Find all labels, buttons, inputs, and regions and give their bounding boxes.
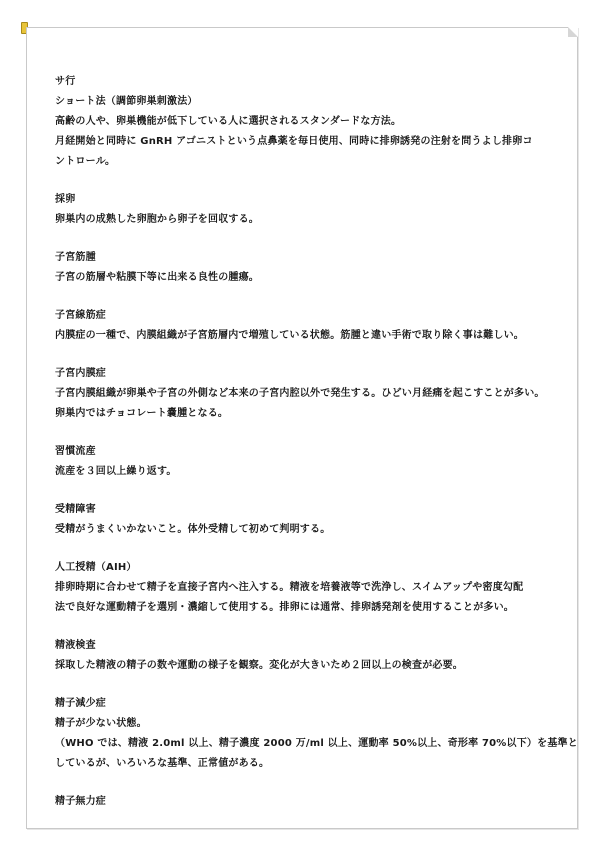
glossary-term: 子宮線筋症 — [55, 310, 106, 321]
glossary-definition-line: 内膜症の一種で、内膜組織が子宮筋層内で増殖している状態。筋腫と違い手術で取り除く事は難しい。 — [55, 330, 524, 341]
section-header-block — [55, 72, 555, 92]
glossary-term: 人工授精（AIH） — [55, 562, 137, 573]
glossary-entry — [55, 190, 555, 230]
glossary-entry — [55, 792, 555, 812]
glossary-term: 習慣流産 — [55, 446, 96, 457]
glossary-term: 子宮筋腫 — [55, 252, 96, 263]
glossary-entry — [55, 248, 555, 288]
glossary-definition-line: （WHO では、精液 2.0ml 以上、精子濃度 2000 万/ml 以上、運動率 50%以上、奇形率 70%以下）を基準と — [55, 738, 578, 749]
glossary-definition-line: 卵巣内ではチョコレート嚢腫となる。 — [55, 408, 229, 419]
glossary-entries — [55, 92, 578, 812]
glossary-definition-line: 受精がうまくいかないこと。体外受精して初めて判明する。 — [55, 524, 331, 535]
glossary-definition-line: 子宮の筋層や粘膜下等に出来る良性の腫瘍。 — [55, 272, 259, 283]
glossary-term: 子宮内膜症 — [55, 368, 106, 379]
glossary-entry — [55, 558, 555, 618]
document-page — [26, 27, 578, 829]
page-corner-fold — [568, 27, 578, 37]
glossary-definition-line: 高齢の人や、卵巣機能が低下している人に選択されるスタンダードな方法。 — [55, 116, 402, 127]
glossary-definition-line: ントロール。 — [55, 156, 116, 167]
glossary-definition-line: 流産を３回以上繰り返す。 — [55, 466, 177, 477]
glossary-entry — [55, 442, 555, 482]
glossary-entry — [55, 636, 555, 676]
glossary-entry — [55, 92, 555, 172]
glossary-term: ショート法（調節卵巣刺激法） — [55, 96, 198, 107]
glossary-term: 精液検査 — [55, 640, 96, 651]
glossary-entry — [55, 306, 555, 346]
glossary-definition-line: 採取した精液の精子の数や運動の様子を観察。変化が大きいため２回以上の検査が必要。 — [55, 660, 463, 671]
glossary-content — [55, 72, 578, 830]
glossary-term: 精子減少症 — [55, 698, 106, 709]
glossary-entry — [55, 694, 578, 774]
glossary-entry — [55, 500, 555, 540]
glossary-term: 採卵 — [55, 194, 76, 205]
glossary-definition-line: 精子が少ない状態。 — [55, 718, 147, 729]
glossary-definition-line: 月経開始と同時に GnRH アゴニストという点鼻薬を毎日使用、同時に排卵誘発の注射を問うよし排卵コ — [55, 136, 533, 147]
glossary-definition-line: 卵巣内の成熟した卵胞から卵子を回収する。 — [55, 214, 259, 225]
glossary-term: 精子無力症 — [55, 796, 106, 807]
glossary-definition-line: 子宮内膜組織が卵巣や子宮の外側など本来の子宮内腔以外で発生する。ひどい月経痛を起こすことが多い。 — [55, 388, 545, 399]
glossary-term: 受精障害 — [55, 504, 96, 515]
glossary-definition-line: 排卵時期に合わせて精子を直接子宮内へ注入する。精液を培養液等で洗浄し、スイムアップや密度勾配 — [55, 582, 524, 593]
glossary-definition-line: 法で良好な運動精子を選別・濃縮して使用する。排卵には通常、排卵誘発剤を使用することが多い。 — [55, 602, 514, 613]
section-header: サ行 — [55, 76, 76, 87]
glossary-definition-line: しているが、いろいろな基準、正常値がある。 — [55, 758, 270, 769]
glossary-entry — [55, 364, 555, 424]
